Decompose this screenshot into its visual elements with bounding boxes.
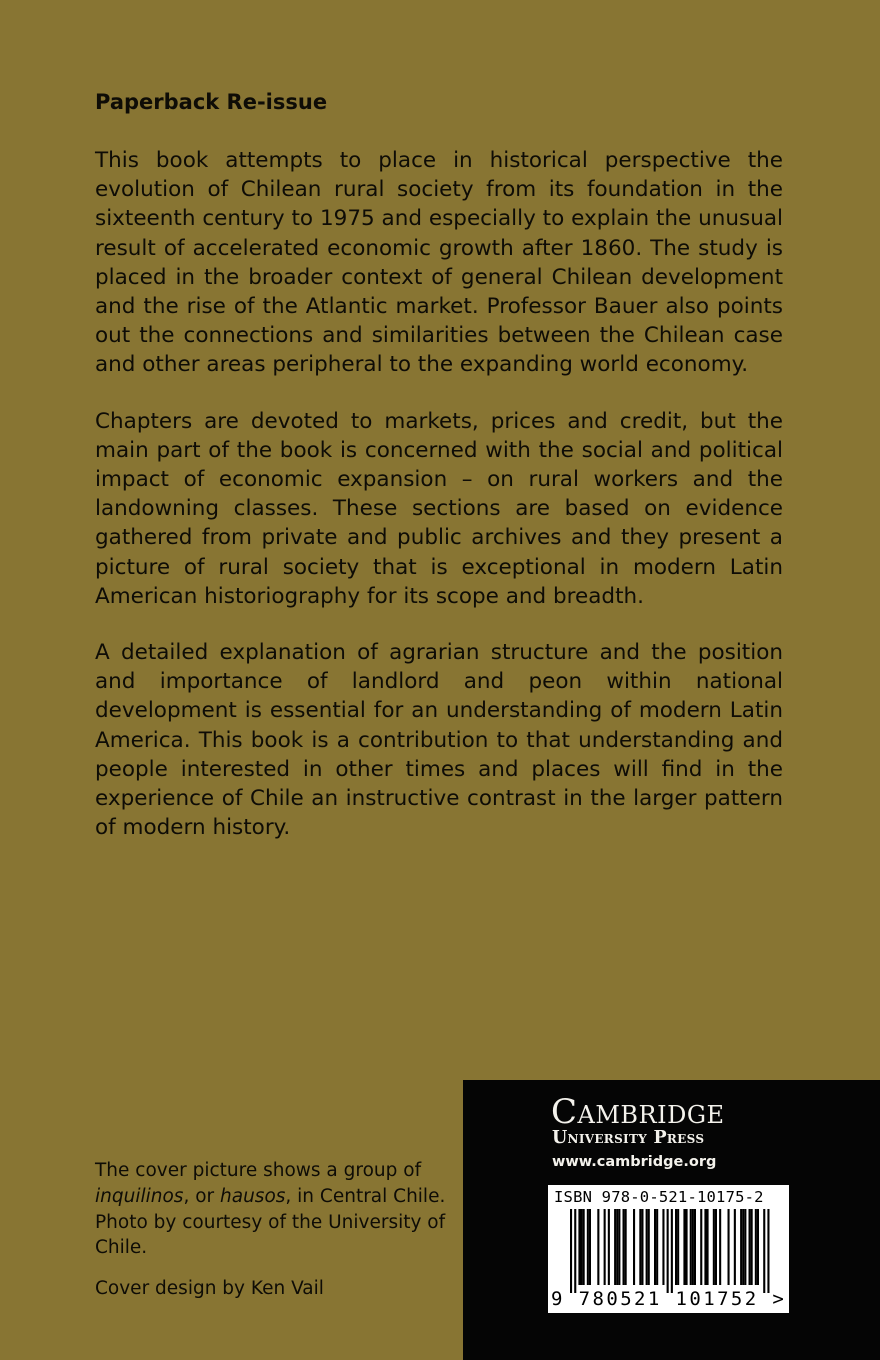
barcode-bar [713,1209,715,1285]
publisher-logo-subtitle: University Press [552,1128,705,1148]
barcode-bar [715,1209,717,1285]
barcode-bar [742,1209,744,1285]
barcode-bar [581,1209,583,1285]
cover-picture-caption [95,1158,450,1261]
barcode-bar [704,1209,706,1285]
barcode-bar [675,1209,677,1285]
barcode-bar [578,1209,580,1285]
barcode-bar [763,1209,765,1293]
barcode-bar [625,1209,627,1285]
barcode-bar [728,1209,730,1285]
barcode-bar [667,1209,669,1293]
barcode-bar [749,1209,751,1285]
caption-term-hausos: hausos [220,1185,286,1207]
barcode-bar [654,1209,656,1285]
barcode-bar [744,1209,746,1285]
barcode-bar [707,1209,709,1285]
barcode-bar [683,1209,685,1285]
barcode-bar [767,1209,769,1293]
barcode-bar [604,1209,606,1285]
caption-mid: , or [183,1185,221,1207]
barcode-bar [692,1209,694,1285]
cover-design-credit: Cover design by Ken Vail [95,1278,324,1300]
barcode-bar [641,1209,643,1285]
caption-lead: The cover picture shows a group of [95,1160,422,1181]
barcode-bar [690,1209,692,1285]
caption-term-inquilinos: inquilinos [95,1185,184,1207]
cover-credit [95,1158,450,1317]
reissue-heading: Paperback Re-issue [95,90,328,114]
publisher-url: www.cambridge.org [552,1154,717,1170]
isbn-label: ISBN 978-0-521-10175-2 [554,1188,764,1206]
barcode-bar [740,1209,742,1285]
barcode-bar [694,1209,696,1285]
barcode-bar [618,1209,620,1285]
barcode-bar [587,1209,589,1285]
isbn-barcode [548,1185,789,1313]
publisher-logo-name: Cambridge [551,1092,725,1132]
barcode-bar [633,1209,635,1285]
description-paragraph-3: A detailed explanation of agrarian structure and the position and importance of landlord and peon within national development is essential for an understanding of modern Latin America. This book is a contribution to that understanding and people interested in other times and places will find in the experience of Chile an instructive contrast in the larger pattern of modern history. [95,640,783,841]
description-paragraph-1: This book attempts to place in historical perspective the evolution of Chilean rural society from its foundation in the sixteenth century to 1975 and especially to explain the unusual result of accelerated economic growth after 1860. The study is placed in the broader context of general Chilean development and the rise of the Atlantic market. Professor Bauer also points out the connections and similarities between the Chilean case and other areas peripheral to the expanding world economy. [95,148,783,378]
barcode-bar [719,1209,721,1285]
caption-tail: , in Central Chile. Photo by courtesy of the University of Chile. [95,1185,446,1259]
barcode-bar [686,1209,688,1285]
barcode-bar [583,1209,585,1285]
barcode-bar [734,1209,736,1285]
barcode-digits: 9 780521 101752 > [551,1288,787,1310]
barcode-bar [751,1209,753,1285]
back-cover-text [95,88,783,869]
barcode-bar [662,1209,664,1285]
barcode-bar [574,1209,576,1293]
barcode-bar [614,1209,616,1285]
publisher-panel [463,1080,880,1360]
barcode-bar [671,1209,673,1293]
description-paragraph-2: Chapters are devoted to markets, prices and credit, but the main part of the book is concerned with the social and political impact of economic expansion – on rural workers and the landowning classes. These sections are based on evidence gathered from private and public archives and they present a picture of rural society that is exceptional in modern Latin American historiography for its scope and breadth. [95,408,783,609]
barcode-bar [639,1209,641,1285]
barcode-bar [677,1209,679,1285]
barcode-bar [656,1209,658,1285]
barcode-bar [623,1209,625,1285]
barcode-bar [608,1209,610,1285]
barcode-bar [589,1209,591,1285]
barcode-bar [646,1209,648,1285]
barcode-bar [570,1209,572,1293]
barcode-bar [757,1209,759,1285]
barcode-bar [700,1209,702,1285]
barcode-bar [648,1209,650,1285]
barcode-bar [597,1209,599,1285]
barcode-bar [616,1209,618,1285]
barcode-bar [755,1209,757,1285]
